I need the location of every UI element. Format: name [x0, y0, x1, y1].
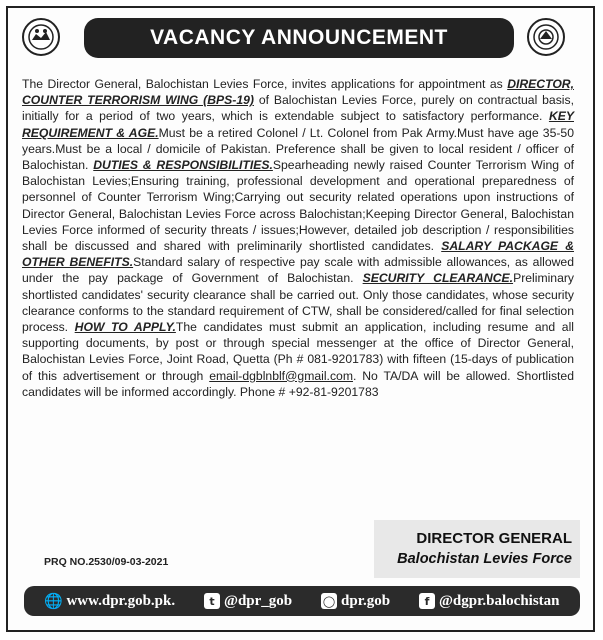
footer-bar: [24, 586, 580, 616]
intro-text: The Director General, Balochistan Levies Force, invites applications for appointment as: [22, 77, 503, 91]
how-to-apply-heading: HOW TO APPLY.: [74, 320, 176, 335]
salary-text: Standard salary of respective pay scale with admissible allowances, as allowed under the pay package of Government of Balochistan.: [22, 255, 574, 286]
twitter-icon: t: [204, 593, 220, 609]
signature-block: [374, 520, 580, 578]
levies-emblem-logo: [22, 18, 60, 56]
instagram-handle: dpr.gob: [341, 592, 391, 609]
closing-text: . No TA/DA will be allowed. Shortlisted candidates will be informed accordingly.: [22, 368, 574, 399]
seal-icon: [531, 22, 561, 52]
emblem-icon: [26, 22, 56, 52]
key-requirement-heading: KEY REQUIREMENT & AGE.: [22, 109, 574, 140]
footer-facebook[interactable]: [419, 593, 560, 610]
contract-text: of Balochistan Levies Force, purely on contractual basis, initially for a period of two years, which is extendable subject to satisfactory performance.: [22, 93, 574, 124]
duties-text: Spearheading newly raised Counter Terrorism Wing of Balochistan Levies;Ensuring training, professional development and operational preparedness of personnel of Counter Terrorism Wing;Carrying out security related operations upon instructions of Director General, Balochistan Levies Force across Balochistan;Keeping Director General, Balochistan Levies Force informed of security threats / issues;However, detailed job description / responsibilities shall be discussed and shared with preliminarily shortlisted candidates.: [22, 158, 574, 254]
security-heading: SECURITY CLEARANCE.: [362, 271, 514, 286]
signature-title: DIRECTOR GENERAL: [416, 530, 572, 547]
footer-instagram[interactable]: [321, 593, 390, 610]
prq-number: PRQ NO.2530/09-03-2021: [44, 556, 169, 568]
header-title: VACANCY ANNOUNCEMENT: [150, 26, 448, 49]
facebook-icon: f: [419, 593, 435, 609]
vacancy-header-banner: [84, 18, 514, 58]
twitter-handle: @dpr_gob: [224, 592, 293, 609]
phone-number: Phone # +92-81-9201783: [239, 384, 379, 399]
email-link[interactable]: email-dgblnblf@gmail.com: [209, 368, 353, 383]
apply-text: The candidates must submit an application, including resume and all supporting documents, by post or through special messenger at the office of Director General, Balochistan Levies Force, Joint Road, Quetta (Ph # 081-9201783) with fifteen (15-days of publication of this advertisement or through: [22, 320, 574, 383]
signature-org: Balochistan Levies Force: [397, 551, 572, 567]
department-seal-logo: [527, 18, 565, 56]
footer-twitter[interactable]: [204, 593, 292, 610]
facebook-handle: @dgpr.balochistan: [438, 592, 560, 609]
footer-website[interactable]: [44, 593, 175, 610]
website-text: www.dpr.gob.pk.: [66, 592, 176, 609]
announcement-body: [22, 76, 574, 400]
globe-icon: 🌐: [44, 592, 63, 610]
duties-heading: DUTIES & RESPONSIBILITIES.: [93, 158, 273, 173]
requirements-text: Must be a retired Colonel / Lt. Colonel from Pak Army.Must have age 35-50 years.Must be a local / domicile of Pakistan. Preference shall be given to local resident / officer of Balochistan.: [22, 125, 574, 173]
instagram-icon: ◯: [322, 594, 336, 608]
security-text: Preliminary shortlisted candidates' security clearance shall be carried out. Only those candidates, whose security clearance conforms to the standard requirement of CTW, shall be considered/called for final selection process.: [22, 271, 575, 335]
salary-heading: SALARY PACKAGE & OTHER BENEFITS.: [22, 239, 574, 270]
position-title: DIRECTOR, COUNTER TERRORISM WING (BPS-19): [22, 77, 574, 108]
